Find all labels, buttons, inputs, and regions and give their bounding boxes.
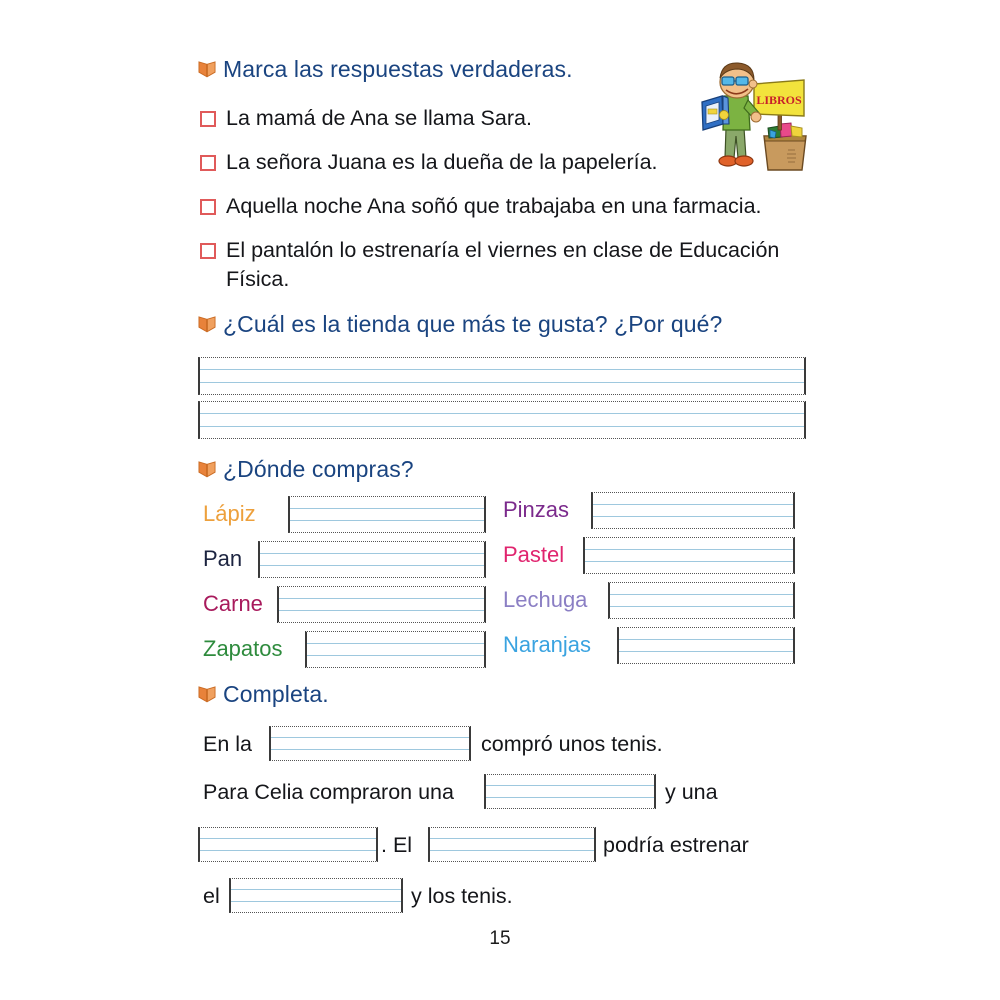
section-heading-marca bbox=[198, 56, 573, 83]
checkbox-icon[interactable] bbox=[200, 199, 216, 215]
sentence-2-after: y una bbox=[665, 780, 718, 804]
blank-box-sentence-3a[interactable] bbox=[198, 827, 378, 862]
sentence-2-before: Para Celia compraron una bbox=[203, 780, 454, 804]
checkbox-label: El pantalón lo estrenaría el viernes en clase de Educación Física. bbox=[226, 238, 780, 292]
checkbox-icon[interactable] bbox=[200, 155, 216, 171]
illustration-man-reading bbox=[692, 58, 814, 176]
word-box-naranjas[interactable] bbox=[617, 627, 795, 664]
section-title: Completa. bbox=[223, 681, 329, 707]
checkbox-icon[interactable] bbox=[200, 243, 216, 259]
section-title: ¿Dónde compras? bbox=[223, 456, 414, 482]
sentence-1-before: En la bbox=[203, 732, 253, 756]
word-box-carne[interactable] bbox=[277, 586, 486, 623]
word-box-pinzas[interactable] bbox=[591, 492, 795, 529]
book-bullet-icon bbox=[198, 686, 216, 703]
word-label-pastel: Pastel bbox=[503, 542, 565, 567]
section-heading-completa bbox=[198, 681, 329, 708]
checkbox-item-1[interactable] bbox=[200, 104, 532, 133]
word-box-lechuga[interactable] bbox=[608, 582, 795, 619]
page-number: 15 bbox=[489, 928, 511, 949]
answer-line-box-1[interactable] bbox=[198, 357, 806, 395]
blank-box-sentence-3b[interactable] bbox=[428, 827, 596, 862]
word-box-pastel[interactable] bbox=[583, 537, 795, 574]
sentence-3-after: podría estrenar bbox=[603, 833, 749, 857]
checkbox-item-2[interactable] bbox=[200, 148, 658, 177]
word-box-lapiz[interactable] bbox=[288, 496, 486, 533]
checkbox-label: Aquella noche Ana soñó que trabajaba en una farmacia. bbox=[226, 194, 762, 218]
blank-box-sentence-1[interactable] bbox=[269, 726, 471, 761]
word-box-pan[interactable] bbox=[258, 541, 486, 578]
sentence-4-after: y los tenis. bbox=[411, 884, 513, 908]
sentence-3-mid: . El bbox=[381, 833, 413, 857]
word-label-pan: Pan bbox=[203, 546, 243, 571]
checkbox-label: La señora Juana es la dueña de la papelería. bbox=[226, 150, 658, 174]
checkbox-icon[interactable] bbox=[200, 111, 216, 127]
word-label-lechuga: Lechuga bbox=[503, 587, 588, 612]
checkbox-item-4[interactable] bbox=[200, 236, 810, 294]
section-title: Marca las respuestas verdaderas. bbox=[223, 56, 573, 82]
blank-box-sentence-4[interactable] bbox=[229, 878, 403, 913]
word-box-zapatos[interactable] bbox=[305, 631, 486, 668]
book-bullet-icon bbox=[198, 61, 216, 78]
section-title: ¿Cuál es la tienda que más te gusta? ¿Por qué? bbox=[223, 311, 723, 337]
book-bullet-icon bbox=[198, 461, 216, 478]
word-label-pinzas: Pinzas bbox=[503, 497, 570, 522]
word-label-naranjas: Naranjas bbox=[503, 632, 592, 657]
word-label-zapatos: Zapatos bbox=[203, 636, 283, 661]
checkbox-item-3[interactable] bbox=[200, 192, 762, 221]
book-bullet-icon bbox=[198, 316, 216, 333]
checkbox-label: La mamá de Ana se llama Sara. bbox=[226, 106, 532, 130]
sign-text: LIBROS bbox=[756, 93, 802, 107]
answer-line-box-2[interactable] bbox=[198, 401, 806, 439]
sentence-4-before: el bbox=[203, 884, 220, 908]
section-heading-donde-compras bbox=[198, 456, 414, 483]
section-heading-cual-tienda bbox=[198, 311, 722, 338]
word-label-lapiz: Lápiz bbox=[203, 501, 256, 526]
word-label-carne: Carne bbox=[203, 591, 263, 616]
sentence-1-after: compró unos tenis. bbox=[481, 732, 663, 756]
blank-box-sentence-2[interactable] bbox=[484, 774, 656, 809]
